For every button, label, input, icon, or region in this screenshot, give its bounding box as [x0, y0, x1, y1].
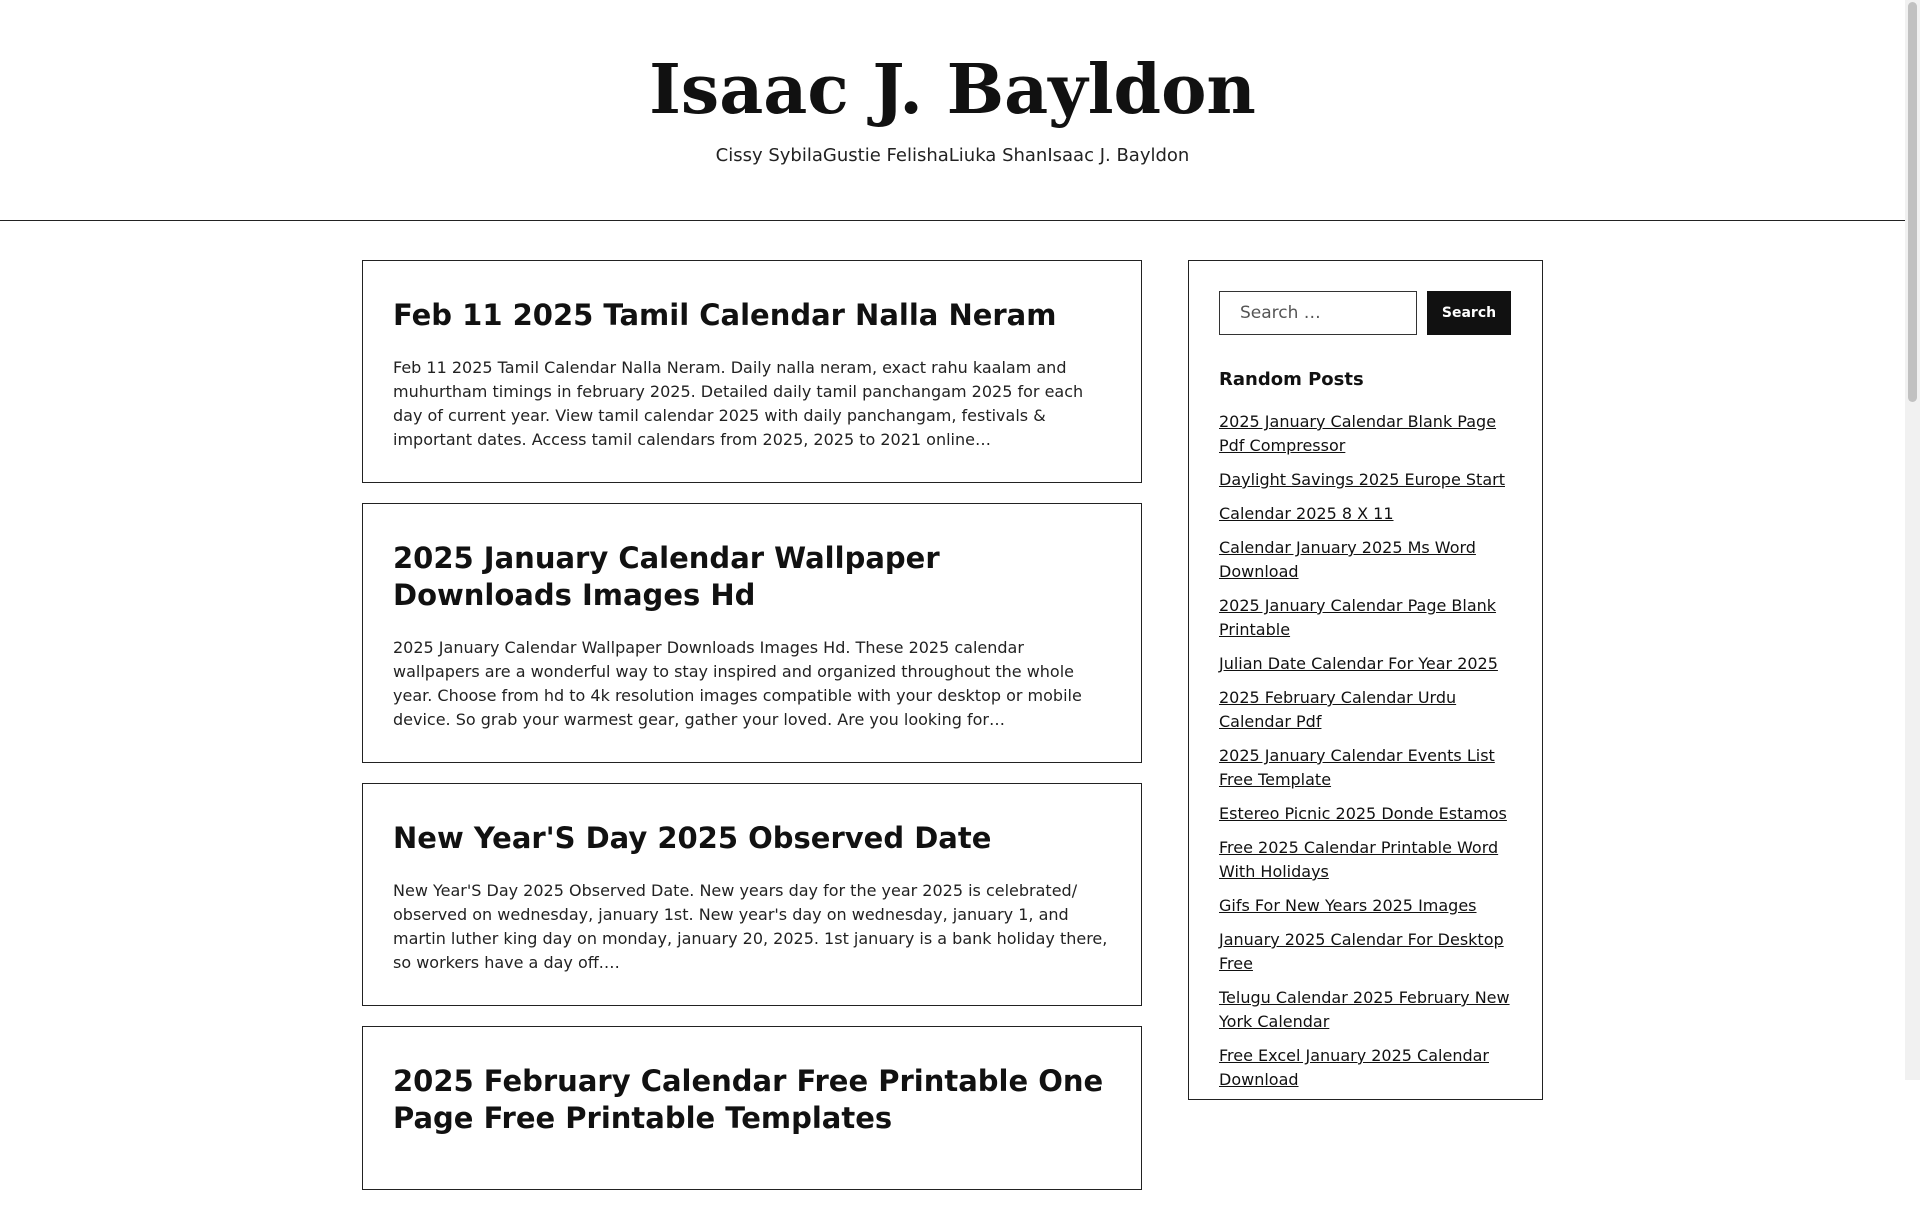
random-post-link[interactable]: Daylight Savings 2025 Europe Start — [1219, 470, 1505, 489]
random-post-link[interactable]: 2025 February Calendar Urdu Calendar Pdf — [1219, 688, 1457, 731]
search-input[interactable] — [1219, 291, 1417, 335]
random-post-link[interactable]: January 2025 Calendar For Desktop Free — [1219, 930, 1504, 973]
random-post-link[interactable]: Gifs For New Years 2025 Images — [1219, 896, 1477, 915]
random-post-link[interactable]: Calendar January 2025 Ms Word Download — [1219, 538, 1476, 581]
post-excerpt: 2025 January Calendar Wallpaper Downloads Images Hd. These 2025 calendar wallpapers are a wonderful way to stay inspired and organized throughout the whole year. Choose from hd to 4k resolution images compatible with your desktop or mobile device. So grab your warmest gear, gather your loved. Are you looking for… — [393, 638, 1082, 729]
list-item — [1219, 410, 1512, 458]
list-item — [1219, 686, 1512, 734]
post-card — [362, 503, 1142, 763]
primary-nav — [0, 144, 1905, 168]
post-title[interactable]: Feb 11 2025 Tamil Calendar Nalla Neram — [393, 298, 1057, 332]
main-content — [362, 260, 1142, 1210]
random-post-link[interactable]: Free 2025 Calendar Printable Word With Holidays — [1219, 838, 1499, 881]
list-item — [1219, 1044, 1512, 1092]
vertical-scrollbar[interactable] — [1905, 0, 1920, 1080]
random-post-link[interactable]: 2025 January Calendar Events List Free Template — [1219, 746, 1495, 789]
search-button[interactable]: Search — [1427, 291, 1511, 335]
post-card — [362, 260, 1142, 483]
list-item — [1219, 594, 1512, 642]
post-excerpt: New Year'S Day 2025 Observed Date. New years day for the year 2025 is celebrated/ observed on wednesday, january 1st. New year's day on wednesday, january 1, and martin luther king day on monday, january 20, 2025. 1st january is a bank holiday there, so workers have a day off.… — [393, 881, 1108, 972]
post-card — [362, 783, 1142, 1006]
post-title[interactable]: 2025 February Calendar Free Printable One Page Free Printable Templates — [393, 1064, 1104, 1135]
post-card — [362, 1026, 1142, 1190]
random-post-link[interactable]: 2025 January Calendar Page Blank Printable — [1219, 596, 1497, 639]
random-posts-list — [1219, 410, 1512, 1092]
scrollbar-thumb[interactable] — [1908, 2, 1917, 402]
nav-item-isaac-j-bayldon[interactable]: Isaac J. Bayldon — [1047, 145, 1190, 166]
post-title[interactable]: New Year'S Day 2025 Observed Date — [393, 821, 992, 855]
list-item — [1219, 652, 1512, 676]
random-post-link[interactable]: Telugu Calendar 2025 February New York Calendar — [1219, 988, 1510, 1031]
random-post-link[interactable]: Estereo Picnic 2025 Donde Estamos — [1219, 804, 1507, 823]
random-post-link[interactable]: Julian Date Calendar For Year 2025 — [1219, 654, 1498, 673]
search-form — [1219, 291, 1512, 335]
nav-item-cissy-sybila[interactable]: Cissy Sybila — [715, 145, 823, 166]
list-item — [1219, 744, 1512, 792]
list-item — [1219, 468, 1512, 492]
sidebar — [1188, 260, 1543, 1100]
list-item — [1219, 928, 1512, 976]
random-post-link[interactable]: Calendar 2025 8 X 11 — [1219, 504, 1394, 523]
site-title[interactable]: Isaac J. Bayldon — [649, 50, 1256, 130]
list-item — [1219, 502, 1512, 526]
list-item — [1219, 986, 1512, 1034]
list-item — [1219, 894, 1512, 918]
random-post-link[interactable]: Free Excel January 2025 Calendar Download — [1219, 1046, 1489, 1089]
nav-item-liuka-shan[interactable]: Liuka Shan — [948, 145, 1048, 166]
list-item — [1219, 836, 1512, 884]
nav-item-gustie-felisha[interactable]: Gustie Felisha — [822, 145, 949, 166]
site-header — [0, 0, 1905, 221]
list-item — [1219, 802, 1512, 826]
random-post-link[interactable]: 2025 January Calendar Blank Page Pdf Compressor — [1219, 412, 1497, 455]
list-item — [1219, 536, 1512, 584]
post-excerpt: Feb 11 2025 Tamil Calendar Nalla Neram. Daily nalla neram, exact rahu kaalam and muhurtham timings in february 2025. Detailed daily tamil panchangam 2025 for each day of current year. View tamil calendar 2025 with daily panchangam, festivals & important dates. Access tamil calendars from 2025, 2025 to 2021 online… — [393, 358, 1084, 449]
random-posts-title: Random Posts — [1219, 369, 1364, 390]
post-title[interactable]: 2025 January Calendar Wallpaper Downloads Images Hd — [393, 541, 940, 612]
